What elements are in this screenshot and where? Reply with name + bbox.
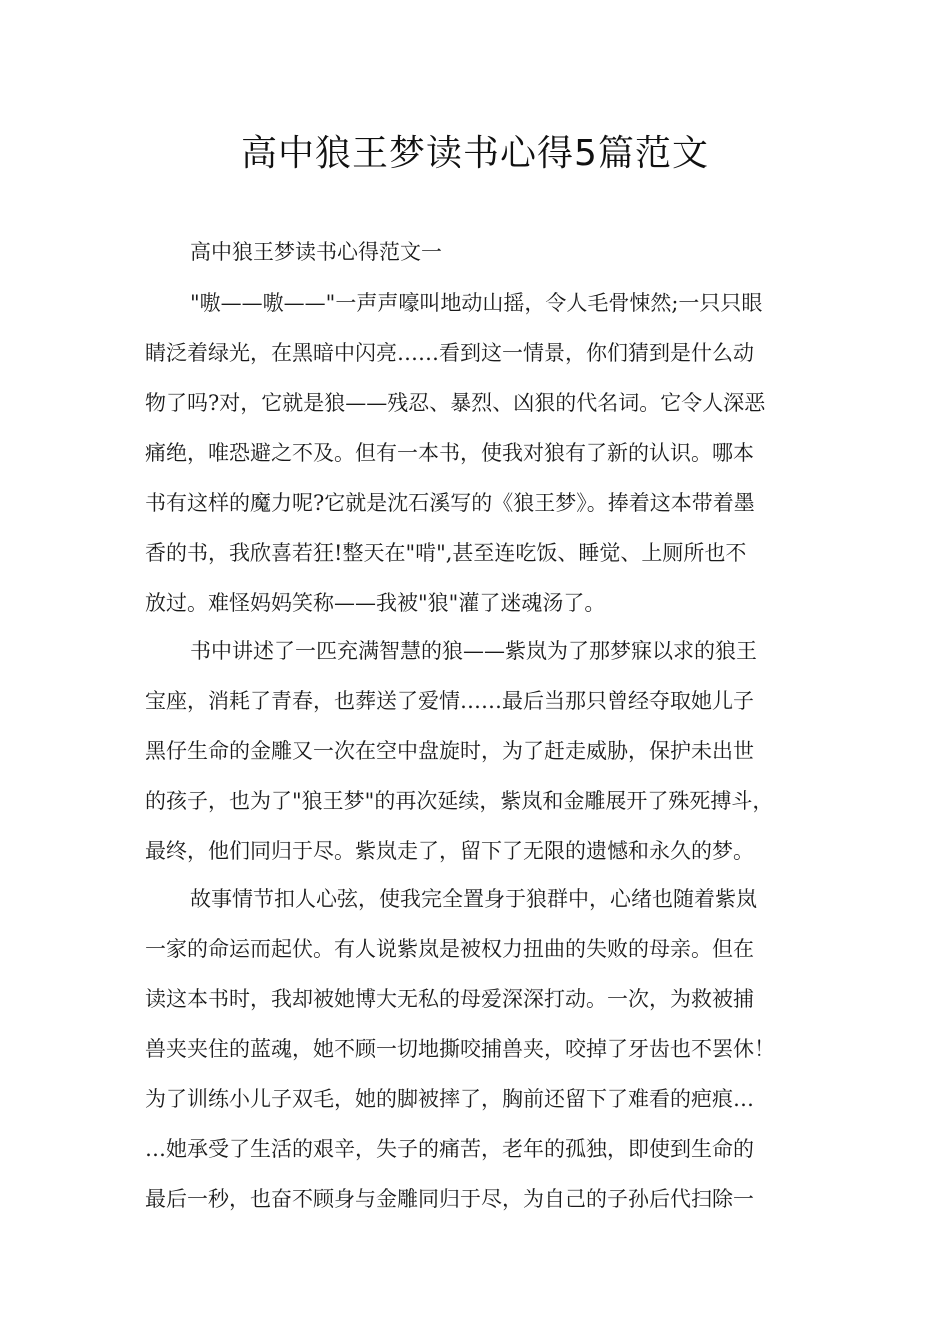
paragraph-line: 香的书，我欣喜若狂!整天在"啃",甚至连吃饭、睡觉、上厕所也不 (145, 541, 747, 565)
paragraph-line: 宝座，消耗了青春，也葬送了爱情……最后当那只曾经夺取她儿子 (145, 689, 754, 713)
paragraph-line: 的孩子，也为了"狼王梦"的再次延续，紫岚和金雕展开了殊死搏斗， (145, 789, 774, 813)
paragraph-line: 一家的命运而起伏。有人说紫岚是被权力扭曲的失败的母亲。但在 (145, 937, 754, 961)
section-heading: 高中狼王梦读书心得范文一 (190, 240, 442, 264)
paragraph-line: 睛泛着绿光，在黑暗中闪亮……看到这一情景，你们猜到是什么动 (145, 341, 754, 365)
paragraph-line: 书中讲述了一匹充满智慧的狼——紫岚为了那梦寐以求的狼王 (190, 639, 757, 663)
paragraph-line: 最终，他们同归于尽。紫岚走了，留下了无限的遗憾和永久的梦。 (145, 839, 754, 863)
paragraph-line: 痛绝，唯恐避之不及。但有一本书，使我对狼有了新的认识。哪本 (145, 441, 754, 465)
paragraph-line: 兽夹夹住的蓝魂，她不顾一切地撕咬捕兽夹，咬掉了牙齿也不罢休！ (145, 1037, 775, 1061)
paragraph-line: "嗷——嗷——"一声声嚎叫地动山摇，令人毛骨悚然;一只只眼 (190, 291, 763, 315)
paragraph-line: 最后一秒，也奋不顾身与金雕同归于尽，为自己的子孙后代扫除一 (145, 1187, 754, 1211)
paragraph-line: 为了训练小儿子双毛，她的脚被摔了，胸前还留下了难看的疤痕… (145, 1087, 754, 1111)
paragraph-line: 黑仔生命的金雕又一次在空中盘旋时，为了赶走威胁，保护未出世 (145, 739, 754, 763)
paragraph-line: 物了吗?对，它就是狼——残忍、暴烈、凶狠的代名词。它令人深恶 (145, 391, 766, 415)
paragraph-line: …她承受了生活的艰辛，失子的痛苦，老年的孤独，即使到生命的 (145, 1137, 754, 1161)
paragraph-line: 放过。难怪妈妈笑称——我被"狼"灌了迷魂汤了。 (145, 591, 606, 615)
paragraph-line: 书有这样的魔力呢?它就是沈石溪写的《狼王梦》。捧着这本带着墨 (145, 491, 755, 515)
document-title: 高中狼王梦读书心得5篇范文 (241, 133, 709, 174)
paragraph-line: 读这本书时，我却被她博大无私的母爱深深打动。一次，为救被捕 (145, 987, 754, 1011)
paragraph-line: 故事情节扣人心弦，使我完全置身于狼群中，心绪也随着紫岚 (190, 887, 757, 911)
